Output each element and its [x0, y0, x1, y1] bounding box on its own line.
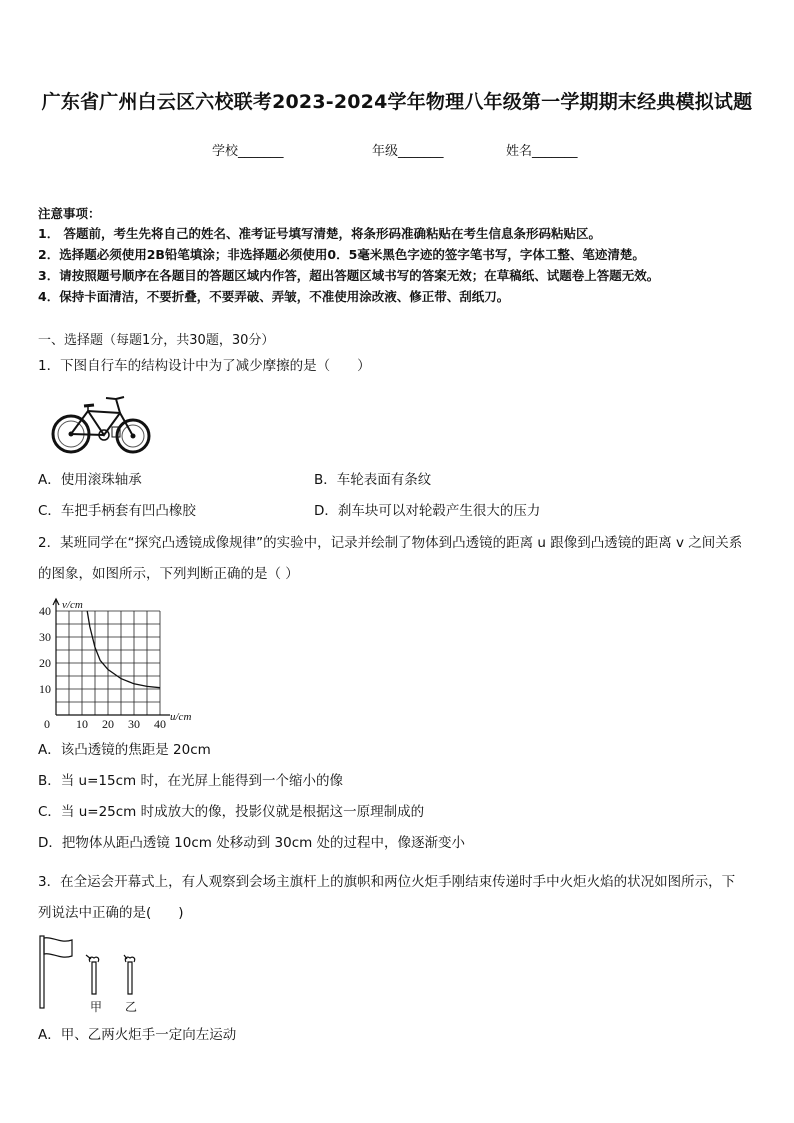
uv-graph [30, 586, 200, 732]
q3-option-a: A．甲、乙两火炬手一定向左运动 [38, 1027, 237, 1043]
q1-option-d: D．刹车块可以对轮毂产生很大的压力 [314, 503, 541, 519]
bicycle-figure [50, 391, 154, 459]
page-title: 广东省广州白云区六校联考2023-2024学年物理八年级第一学期期末经典模拟试题 [41, 91, 753, 113]
x-tick-label: 40 [154, 717, 166, 731]
notice-item-2: 2．选择题必须使用2B铅笔填涂；非选择题必须使用0．5毫米黑色字迹的签字笔书写，字体工整、笔迹清楚。 [38, 247, 645, 262]
y-axis-label: v/cm [62, 599, 83, 611]
notice-item-1: 1． 答题前，考生先将自己的姓名、准考证号填写清楚，将条形码准确粘贴在考生信息条形码粘贴区。 [38, 226, 602, 241]
x-tick-label: 30 [128, 717, 140, 731]
y-tick-label: 30 [39, 630, 51, 644]
label-jia: 甲 [90, 1000, 103, 1014]
torch-yi [124, 955, 135, 994]
q2-stem-line2: 的图象，如图所示，下列判断正确的是（ ） [38, 566, 299, 582]
x-tick-label: 10 [76, 717, 88, 731]
q1-option-c: C．车把手柄套有凹凸橡胶 [38, 503, 196, 519]
name-field: 姓名_______ [506, 144, 578, 159]
notice-item-3: 3．请按照题号顺序在各题目的答题区域内作答，超出答题区域书写的答案无效；在草稿纸、试题卷上答题无效。 [38, 268, 660, 283]
q2-option-a: A．该凸透镜的焦距是 20cm [38, 742, 211, 758]
q2-option-b: B．当 u=15cm 时，在光屏上能得到一个缩小的像 [38, 773, 343, 789]
y-tick-label: 10 [39, 682, 51, 696]
flagpole [40, 936, 72, 1008]
q1-option-a: A．使用滚珠轴承 [38, 472, 142, 488]
section-heading: 一、选择题（每题1分，共30题，30分） [38, 333, 275, 348]
school-field: 学校_______ [212, 144, 284, 159]
x-axis-label: u/cm [170, 711, 192, 723]
x-tick-label: 20 [102, 717, 114, 731]
q1-option-b: B．车轮表面有条纹 [314, 472, 432, 488]
q3-stem-line2: 列说法中正确的是( ) [38, 905, 184, 921]
x-tick-label: 0 [44, 717, 50, 731]
q2-option-d: D．把物体从距凸透镜 10cm 处移动到 30cm 处的过程中，像逐渐变小 [38, 835, 466, 851]
q1-stem: 1．下图自行车的结构设计中为了减少摩擦的是（ ） [38, 358, 371, 374]
grade-field: 年级_______ [372, 144, 444, 159]
torch-jia [86, 955, 99, 994]
y-tick-label: 20 [39, 656, 51, 670]
q3-stem-line1: 3．在全运会开幕式上，有人观察到会场主旗杆上的旗帜和两位火炬手刚结束传递时手中火炬火焰的状况如图所示，下 [38, 874, 736, 890]
q2-option-c: C．当 u=25cm 时成放大的像，投影仪就是根据这一原理制成的 [38, 804, 425, 820]
label-yi: 乙 [125, 1000, 138, 1014]
notice-item-4: 4．保持卡面清洁，不要折叠，不要弄破、弄皱，不准使用涂改液、修正带、刮纸刀。 [38, 289, 510, 304]
q2-stem-line1: 2．某班同学在“探究凸透镜成像规律”的实验中，记录并绘制了物体到凸透镜的距离 u 跟像到凸透镜的距离 v 之间关系 [38, 535, 743, 551]
y-tick-label: 40 [39, 604, 51, 618]
notice-heading: 注意事项： [38, 206, 101, 221]
